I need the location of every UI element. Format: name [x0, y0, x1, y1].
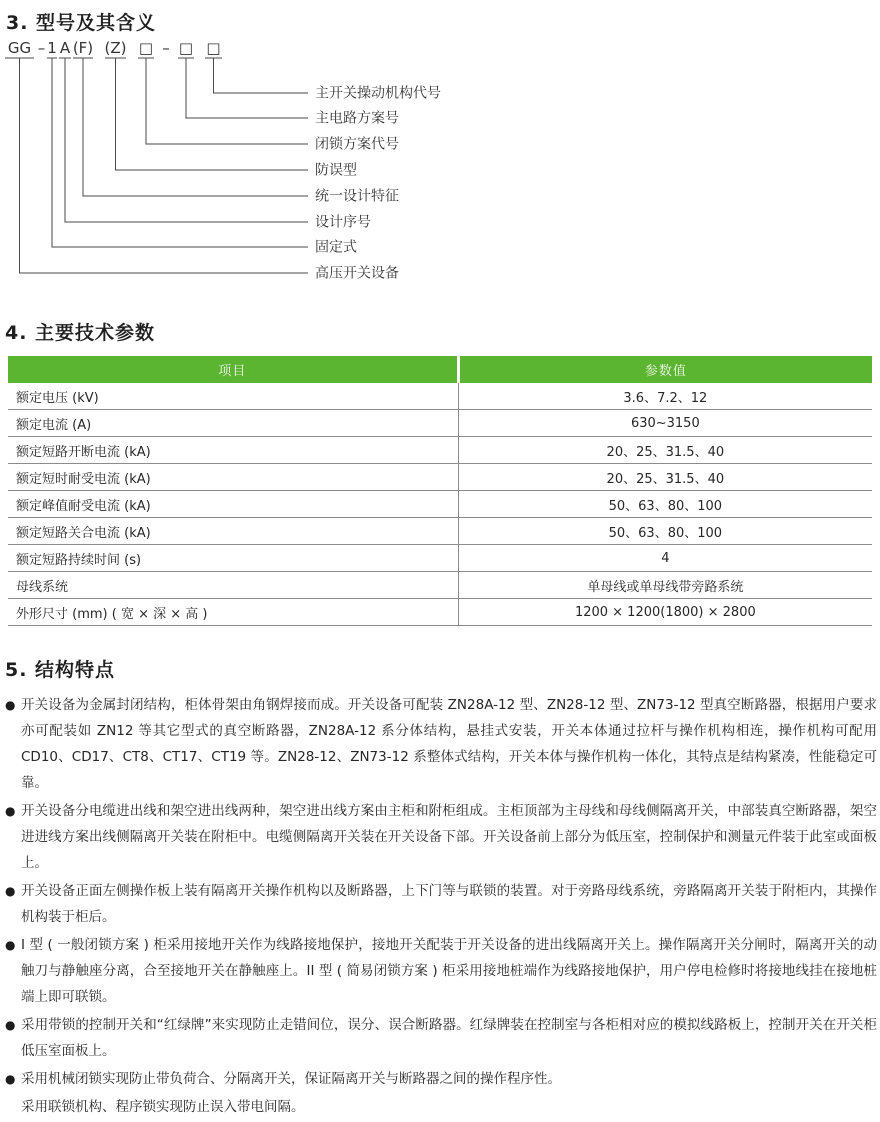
features-list	[5, 692, 877, 1122]
diagram-connector-line	[146, 58, 308, 144]
bullet-icon: ●	[5, 1072, 16, 1086]
diagram-connector-line	[52, 58, 308, 247]
param-name: 额定短路关合电流 (kA)	[8, 518, 458, 545]
table-row	[8, 383, 872, 410]
diagram-connector-line	[214, 58, 309, 93]
params-section-heading: 4. 主要技术参数	[5, 322, 156, 344]
param-name: 额定短路开断电流 (kA)	[8, 437, 458, 464]
table-header-row	[8, 356, 872, 383]
param-name: 额定短路持续时间 (s)	[8, 545, 458, 572]
model-code-dash-2: –	[162, 39, 170, 57]
list-item	[5, 932, 877, 1010]
param-value: 3.6、7.2、12	[458, 383, 872, 410]
param-value: 4	[458, 545, 872, 572]
model-code-segment-a: A	[59, 39, 71, 57]
list-item	[5, 798, 877, 876]
feature-text: I 型 ( 一般闭锁方案 ) 柜采用接地开关作为线路接地保护，接地开关配装于开关设备的进出线隔离开关上。操作隔离开关分闸时，隔离开关的动触刀与静触座分离，合至接地开关在静触座上。II 型 ( 简易闭锁方案 ) 柜采用接地桩端作为线路接地保护，用户停电检修时将接地线挂在接地桩端上即可联锁。	[21, 937, 877, 1005]
param-value: 20、25、31.5、40	[458, 464, 872, 491]
param-name: 母线系统	[8, 572, 458, 599]
table-row	[8, 599, 872, 626]
model-designation-diagram	[0, 34, 880, 290]
bullet-icon: ●	[5, 884, 16, 898]
diagram-label-design-serial: 设计序号	[315, 214, 371, 231]
param-value: 50、63、80、100	[458, 518, 872, 545]
model-code-box-2: □	[178, 39, 194, 57]
column-header-item: 项目	[8, 356, 458, 383]
param-name: 外形尺寸 (mm) ( 宽 × 深 × 高 )	[8, 599, 458, 626]
bullet-icon: ●	[5, 804, 16, 818]
param-value: 630~3150	[458, 410, 872, 437]
bullet-icon: ●	[5, 938, 16, 952]
table-row	[8, 464, 872, 491]
feature-text: 开关设备分电缆进出线和架空进出线两种，架空进出线方案由主柜和附柜组成。主柜顶部为主母线和母线侧隔离开关，中部装真空断路器，架空进进线方案出线侧隔离开关装在附柜中。电缆侧隔离开关装在开关设备下部。开关设备前上部分为低压室，控制保护和测量元件装于此室或面板上。	[21, 803, 877, 871]
model-code-segment-1: 1	[47, 39, 57, 57]
param-name: 额定峰值耐受电流 (kA)	[8, 491, 458, 518]
table-row	[8, 545, 872, 572]
feature-text: 开关设备正面左侧操作板上装有隔离开关操作机构以及断路器，上下门等与联锁的装置。对于旁路母线系统，旁路隔离开关装于附柜内，其操作机构装于柜后。	[21, 883, 877, 925]
param-name: 额定电流 (A)	[8, 410, 458, 437]
table-row	[8, 410, 872, 437]
diagram-label-main-circuit-scheme: 主电路方案号	[315, 110, 399, 127]
param-name: 额定短时耐受电流 (kA)	[8, 464, 458, 491]
list-item	[5, 878, 877, 930]
table-row	[8, 437, 872, 464]
table-row	[8, 518, 872, 545]
diagram-label-anti-misoperation: 防误型	[315, 162, 357, 179]
table-row	[8, 572, 872, 599]
diagram-connector-line	[116, 58, 309, 170]
model-code-dash: –	[37, 39, 46, 57]
diagram-label-operating-mechanism: 主开关操动机构代号	[315, 85, 441, 102]
list-item	[5, 1012, 877, 1064]
diagram-connector-line	[186, 58, 308, 118]
diagram-label-hv-switchgear: 高压开关设备	[315, 265, 399, 282]
list-item-continuation	[5, 1094, 877, 1120]
model-section-heading: 3. 型号及其含义	[6, 12, 157, 34]
bullet-icon: ●	[5, 698, 16, 712]
diagram-connector-line	[83, 58, 308, 196]
features-section-heading: 5. 结构特点	[5, 659, 116, 681]
param-value: 1200 × 1200(1800) × 2800	[458, 599, 872, 626]
feature-text: 采用机械闭锁实现防止带负荷合、分隔离开关，保证隔离开关与断路器之间的操作程序性。	[21, 1071, 561, 1087]
bullet-icon: ●	[5, 1018, 16, 1032]
column-header-value: 参数值	[458, 356, 872, 383]
diagram-label-interlock-scheme: 闭锁方案代号	[315, 136, 399, 153]
model-code-segment-gg: GG	[7, 39, 32, 57]
diagram-label-unified-design: 统一设计特征	[315, 188, 399, 205]
model-code-box-3: □	[206, 39, 221, 57]
model-code-box-1: □	[138, 39, 154, 57]
table-row	[8, 491, 872, 518]
feature-text: 开关设备为金属封闭结构，柜体骨架由角钢焊接而成。开关设备可配装 ZN28A-12 型、ZN28-12 型、ZN73-12 型真空断路器，根据用户要求亦可配装如 ZN12 等其它型式的真空断路器，ZN28A-12 系分体结构，悬挂式安装，开关本体通过拉杆与操作机构相连，操作机构可配用 CD10、CD17、CT8、CT17、CT19 等。ZN28-12、ZN73-12 系整体式结构，开关本体与操作机构一体化，其特点是结构紧凑，性能稳定可靠。	[21, 697, 877, 791]
parameters-table	[8, 356, 872, 626]
diagram-label-fixed-type: 固定式	[315, 239, 357, 256]
param-name: 额定电压 (kV)	[8, 383, 458, 410]
list-item	[5, 1066, 877, 1092]
feature-text: 采用联锁机构、程序锁实现防止误入带电间隔。	[21, 1099, 305, 1115]
model-code-segment-f: (F)	[72, 39, 94, 57]
param-value: 20、25、31.5、40	[458, 437, 872, 464]
list-item	[5, 692, 877, 796]
model-code-segment-z: (Z)	[104, 39, 127, 57]
param-value: 50、63、80、100	[458, 491, 872, 518]
feature-text: 采用带锁的控制开关和“红绿牌”来实现防止走错间位，误分、误合断路器。红绿牌装在控制室与各柜相对应的模拟线路板上，控制开关在开关柜低压室面板上。	[21, 1017, 877, 1059]
param-value: 单母线或单母线带旁路系统	[458, 572, 872, 599]
diagram-connector-line	[20, 58, 309, 273]
